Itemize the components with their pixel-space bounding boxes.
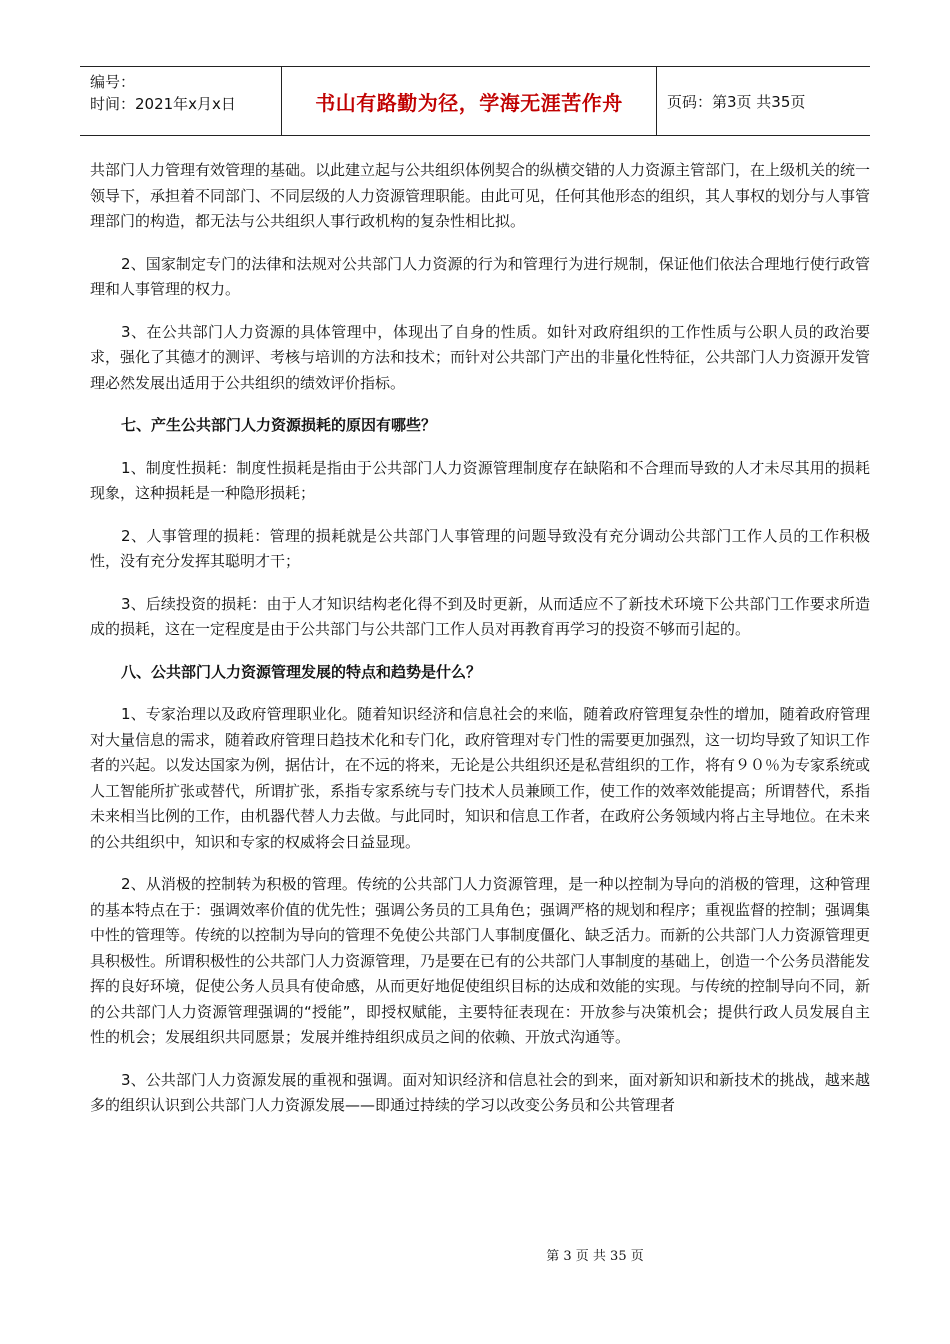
paragraph: 2、从消极的控制转为积极的管理。传统的公共部门人力资源管理，是一种以控制为导向的消极的管理，这种管理的基本特点在于：强调效率价值的优先性；强调公务员的工具角色；强调严格的规划和程序；重视监督的控制；强调集中性的管理等。传统的以控制为导向的管理不免使公共部门人事制度僵化、缺乏活力。而新的公共部门人力资源管理更具积极性。所谓积极性的公共部门人力资源管理，乃是要在已有的公共部门人事制度的基础上，创造一个公务员潜能发挥的良好环境，促使公务人员具有使命感，从而更好地促使组织目标的达成和效能的实现。与传统的控制导向不同，新的公共部门人力资源管理强调的“授能”，即授权赋能，主要特征表现在：开放参与决策机会；提供行政人员发展自主性的机会；发展组织共同愿景；发展并维持组织成员之间的依赖、开放式沟通等。 [90,875,871,1046]
document-body [90,158,870,1136]
paragraph: 1、制度性损耗：制度性损耗是指由于公共部门人力资源管理制度存在缺陷和不合理而导致的人才未尽其用的损耗现象，这种损耗是一种隐形损耗； [90,458,870,502]
header-page-number: 页码：第3页 共35页 [667,92,806,111]
paragraph: 3、在公共部门人力资源的具体管理中，体现出了自身的性质。如针对政府组织的工作性质与公职人员的政治要求，强化了其德才的测评、考核与培训的方法和技术；而针对公共部门产出的非量化性特征，公共部门人力资源开发管理必然发展出适用于公共组织的绩效评价指标。 [90,322,871,392]
document-date-label: 时间：2021年x月x日 [90,95,236,113]
section-heading-7: 七、产生公共部门人力资源损耗的原因有哪些？ [121,416,437,434]
page-header [80,66,870,136]
document-number-label: 编号： [90,73,136,91]
paragraph: 共部门人力管理有效管理的基础。以此建立起与公共组织体例契合的纵横交错的人力资源主管部门，在上级机关的统一领导下，承担着不同部门、不同层级的人力资源管理职能。由此可见，任何其他形态的组织，其人事权的划分与人事管理部门的构造，都无法与公共组织人事行政机构的复杂性相比拟。 [90,161,871,230]
header-meta [80,67,282,135]
paragraph: 3、公共部门人力资源发展的重视和强调。面对知识经济和信息社会的到来，面对新知识和新技术的挑战，越来越多的组织认识到公共部门人力资源发展——即通过持续的学习以改变公务员和公共管理者 [90,1070,870,1114]
page-footer [0,1245,950,1264]
header-motto: 书山有路勤为径，学海无涯苦作舟 [282,67,657,135]
paragraph: 2、国家制定专门的法律和法规对公共部门人力资源的行为和管理行为进行规制，保证他们依法合理地行使行政管理和人事管理的权力。 [90,254,870,298]
paragraph: 3、后续投资的损耗：由于人才知识结构老化得不到及时更新，从而适应不了新技术环境下公共部门工作要求所造成的损耗，这在一定程度是由于公共部门与公共部门工作人员对再教育再学习的投资不够而引起的。 [90,594,870,638]
section-heading-8: 八、公共部门人力资源管理发展的特点和趋势是什么？ [121,662,482,681]
paragraph: 2、人事管理的损耗：管理的损耗就是公共部门人事管理的问题导致没有充分调动公共部门工作人员的工作积极性，没有充分发挥其聪明才干； [90,526,870,570]
paragraph: 1、专家治理以及政府管理职业化。随着知识经济和信息社会的来临，随着政府管理复杂性的增加，随着政府管理对大量信息的需求，随着政府管理日趋技术化和专门化，政府管理对专门性的需要更加强烈，这一切均导致了知识工作者的兴起。以发达国家为例，据估计，在不远的将来，无论是公共组织还是私营组织的工作，将有９０％为专家系统或人工智能所扩张或替代，所谓扩张，系指专家系统与专门技术人员兼顾工作，使工作的效率效能提高；所谓替代，系指未来相当比例的工作，由机器代替人力去做。与此同时，知识和信息工作者，在政府公务领域内将占主导地位。在未来的公共组织中，知识和专家的权威将会日益显现。 [90,705,871,851]
footer-page-number: 第 3 页 共 35 页 [546,1249,644,1264]
